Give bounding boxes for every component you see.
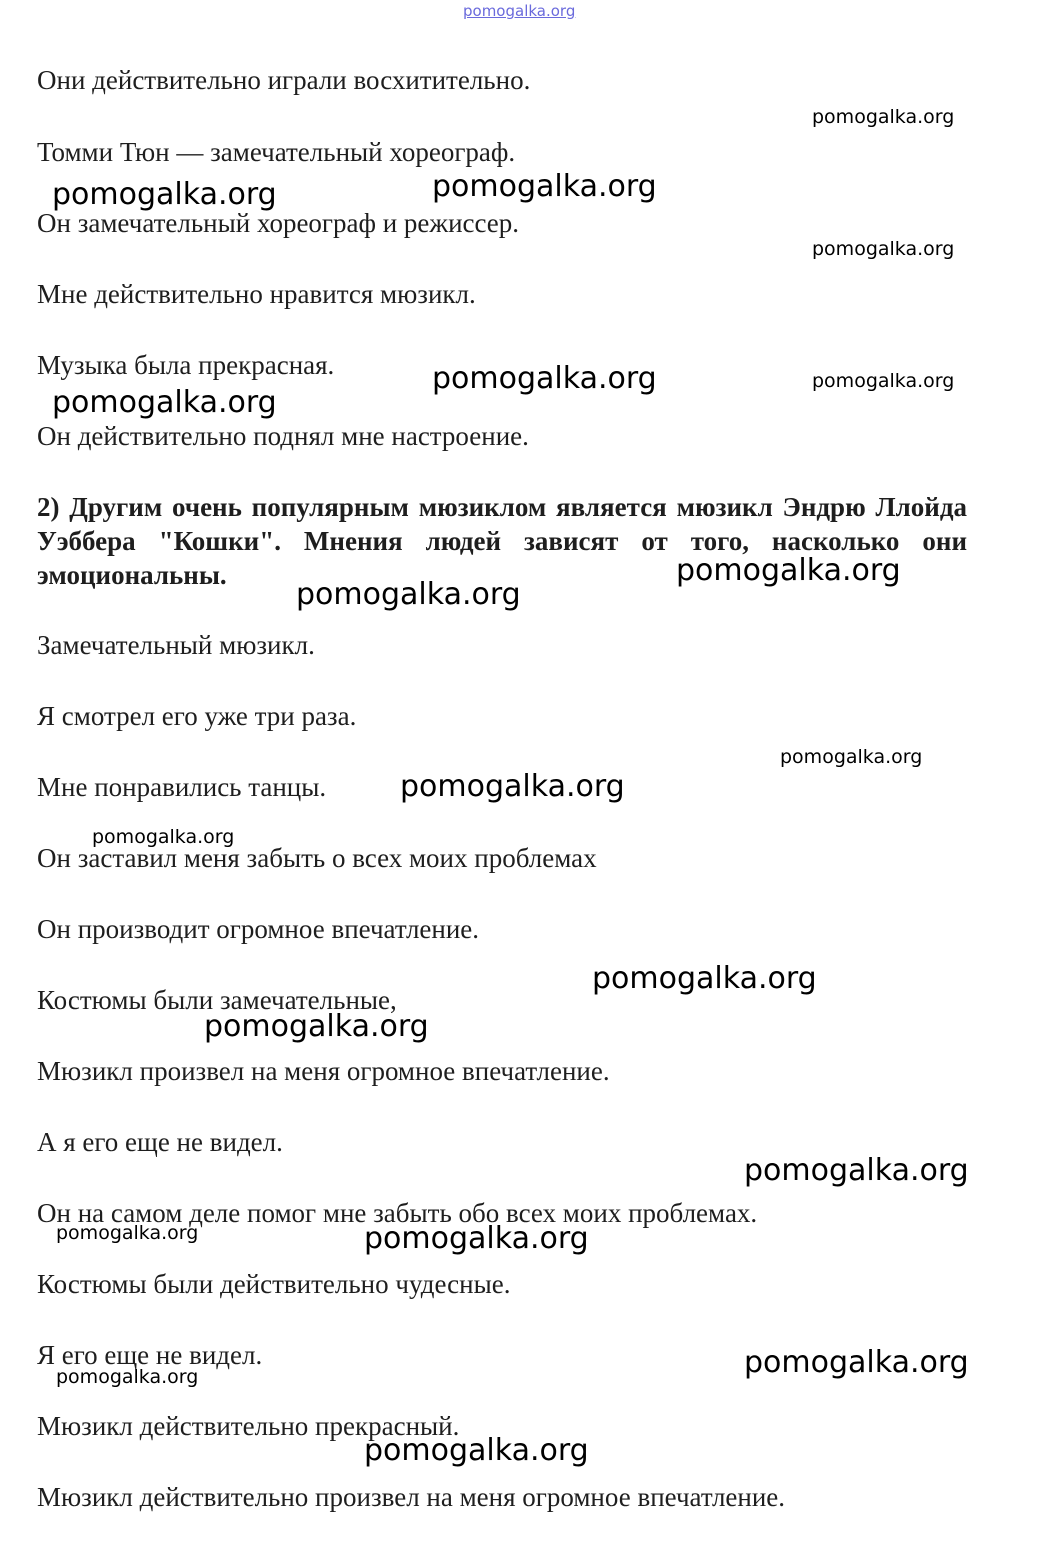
- watermark: pomogalka.org: [56, 1222, 199, 1244]
- watermark: pomogalka.org: [52, 177, 277, 212]
- text-line: Он действительно поднял мне настроение.: [37, 421, 529, 451]
- text-line: Костюмы были действительно чудесные.: [37, 1269, 511, 1299]
- watermark: pomogalka.org: [744, 1153, 969, 1188]
- text-line: Мне действительно нравится мюзикл.: [37, 279, 476, 309]
- watermark: pomogalka.org: [204, 1009, 429, 1044]
- watermark: pomogalka.org: [676, 553, 901, 588]
- watermark: pomogalka.org: [56, 1366, 199, 1388]
- watermark: pomogalka.org: [432, 169, 657, 204]
- text-line: А я его еще не видел.: [37, 1127, 283, 1157]
- text-line: Я смотрел его уже три раза.: [37, 701, 357, 731]
- text-line: Они действительно играли восхитительно.: [37, 65, 531, 95]
- watermark: pomogalka.org: [52, 385, 277, 420]
- text-line: Мюзикл действительно произвел на меня огромное впечатление.: [37, 1482, 786, 1512]
- watermark: pomogalka.org: [296, 577, 521, 612]
- text-line: Мюзикл действительно прекрасный.: [37, 1411, 460, 1441]
- text-line: Томми Тюн — замечательный хореограф.: [37, 137, 516, 167]
- watermark: pomogalka.org: [364, 1433, 589, 1468]
- text-line: Он заставил меня забыть о всех моих проблемах: [37, 843, 597, 873]
- text-line: Костюмы были замечательные,: [37, 985, 397, 1015]
- watermark: pomogalka.org: [744, 1345, 969, 1380]
- text-line: Он замечательный хореограф и режиссер.: [37, 208, 520, 238]
- watermark: pomogalka.org: [812, 106, 955, 128]
- watermark: pomogalka.org: [780, 746, 923, 768]
- watermark: pomogalka.org: [592, 961, 817, 996]
- text-line: Замечательный мюзикл.: [37, 630, 315, 660]
- text-line: Он на самом деле помог мне забыть обо всех моих проблемах.: [37, 1198, 758, 1228]
- text-line: Мне понравились танцы.: [37, 772, 327, 802]
- watermark: pomogalka.org: [432, 361, 657, 396]
- task-2-heading: 2) Другим очень популярным мюзиклом является мюзикл Эндрю Ллойда Уэббера "Кошки". Мнения людей зависят от того, насколько они эмоциональны.: [37, 492, 967, 590]
- text-line: Мюзикл произвел на меня огромное впечатление.: [37, 1056, 610, 1086]
- watermark: pomogalka.org: [812, 238, 955, 260]
- watermark: pomogalka.org: [812, 370, 955, 392]
- watermark: pomogalka.org: [92, 826, 235, 848]
- watermark: pomogalka.org: [364, 1221, 589, 1256]
- text-line: Я его еще не видел.: [37, 1340, 263, 1370]
- text-line: Он производит огромное впечатление.: [37, 914, 480, 944]
- header-watermark-link[interactable]: pomogalka.org: [463, 2, 576, 20]
- watermark: pomogalka.org: [400, 769, 625, 804]
- text-line: Музыка была прекрасная.: [37, 350, 335, 380]
